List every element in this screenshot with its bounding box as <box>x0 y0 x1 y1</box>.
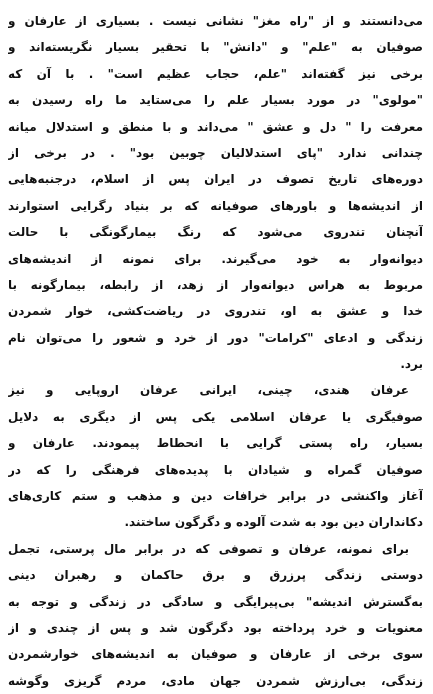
text-line: می‌دانستند و از "راه مغز" نشانی نیست . بسیاری از عارفان و <box>8 14 423 28</box>
text-line: چندانی ندارد "پای استدلالیان چوبین بود" . در برخی از <box>8 145 423 160</box>
text-line: مربوط به هراس دیوانه‌وار از زهد، از رابطه، بیمارگونه با <box>8 277 423 292</box>
text-line: آنچنان تندروی می‌شود که رنگ بیمارگونگی با حالت <box>8 225 423 240</box>
text-line: برای نمونه، عرفان و تصوفی که در برابر مال پرستی، تجمل‌ <box>8 541 409 556</box>
text-line: عرفان هندی، چینی، ایرانی عرفان اروپایی و نیز <box>8 383 409 398</box>
text-line: صوفیان به "علم" و "دانش" با تحقیر بسیار نگریسته‌اند و <box>8 40 423 55</box>
text-line: از اندیشه‌ها و باورهای صوفیانه که بر بنیاد رگرایی استوارند <box>8 198 423 213</box>
text-line: دیوانه‌وار به خود می‌گیرند. برای نمونه از اندیشه‌های <box>8 251 423 266</box>
text-line: بسیار، راه پستی گرایی با انحطاط پیمودند. عارفان و <box>8 436 423 451</box>
text-line: دکانداران دین بود به شدت آلوده و دگرگون ساختند. <box>124 515 423 530</box>
text-line: معنویات و خرد پرداخته بود دگرگون شد و پس از چندی و از <box>8 620 423 635</box>
text-line: معرفت را " دل و عشق " می‌داند و با منطق و استدلال میانه <box>8 119 423 134</box>
text-line: دوستی زندگی پرزرق و برق حاکمان و رهبران دینی <box>8 568 423 583</box>
text-line: زندگی و ادعای "کرامات" دور از خرد و شعور را می‌توان نام <box>8 330 423 345</box>
text-line: صوفیان گمراه و شیادان با پدیده‌های فرهنگی را که در <box>8 462 423 477</box>
body-text <box>8 8 423 694</box>
text-line: برد. <box>400 357 423 372</box>
text-line: صوفیگری یا عرفان اسلامی یکی پس از دیگری به دلایل <box>8 409 423 424</box>
text-line: آغاز واکنشی در برابر خرافات دین و مذهب و ستم کاری‌های <box>8 489 423 504</box>
text-line: سوی برخی از عارفان و صوفیان به اندیشه‌های خوارشمردن <box>8 647 423 662</box>
text-line: خدا و عشق به او، تندروی در ریاضت‌کشی، خوار شمردن <box>8 304 423 319</box>
text-line: به‌گسترش اندیشه" بی‌پیرایگی و سادگی در زندگی و توجه به <box>8 594 423 609</box>
text-line: برخی نیز گفته‌اند "علم، حجاب عظیم است" . با آن که <box>8 66 423 81</box>
text-line: "مولوی" در مورد بسیار علم را می‌ستاید ما راه رسیدن به <box>8 93 423 108</box>
text-line: دوره‌های تاریخ تصوف در ایران پس از اسلام، درجنبه‌هایی <box>8 172 423 187</box>
text-line: زندگی، بی‌ارزش شمردن جهان مادی، مردم گریزی وگوشه <box>8 673 423 688</box>
